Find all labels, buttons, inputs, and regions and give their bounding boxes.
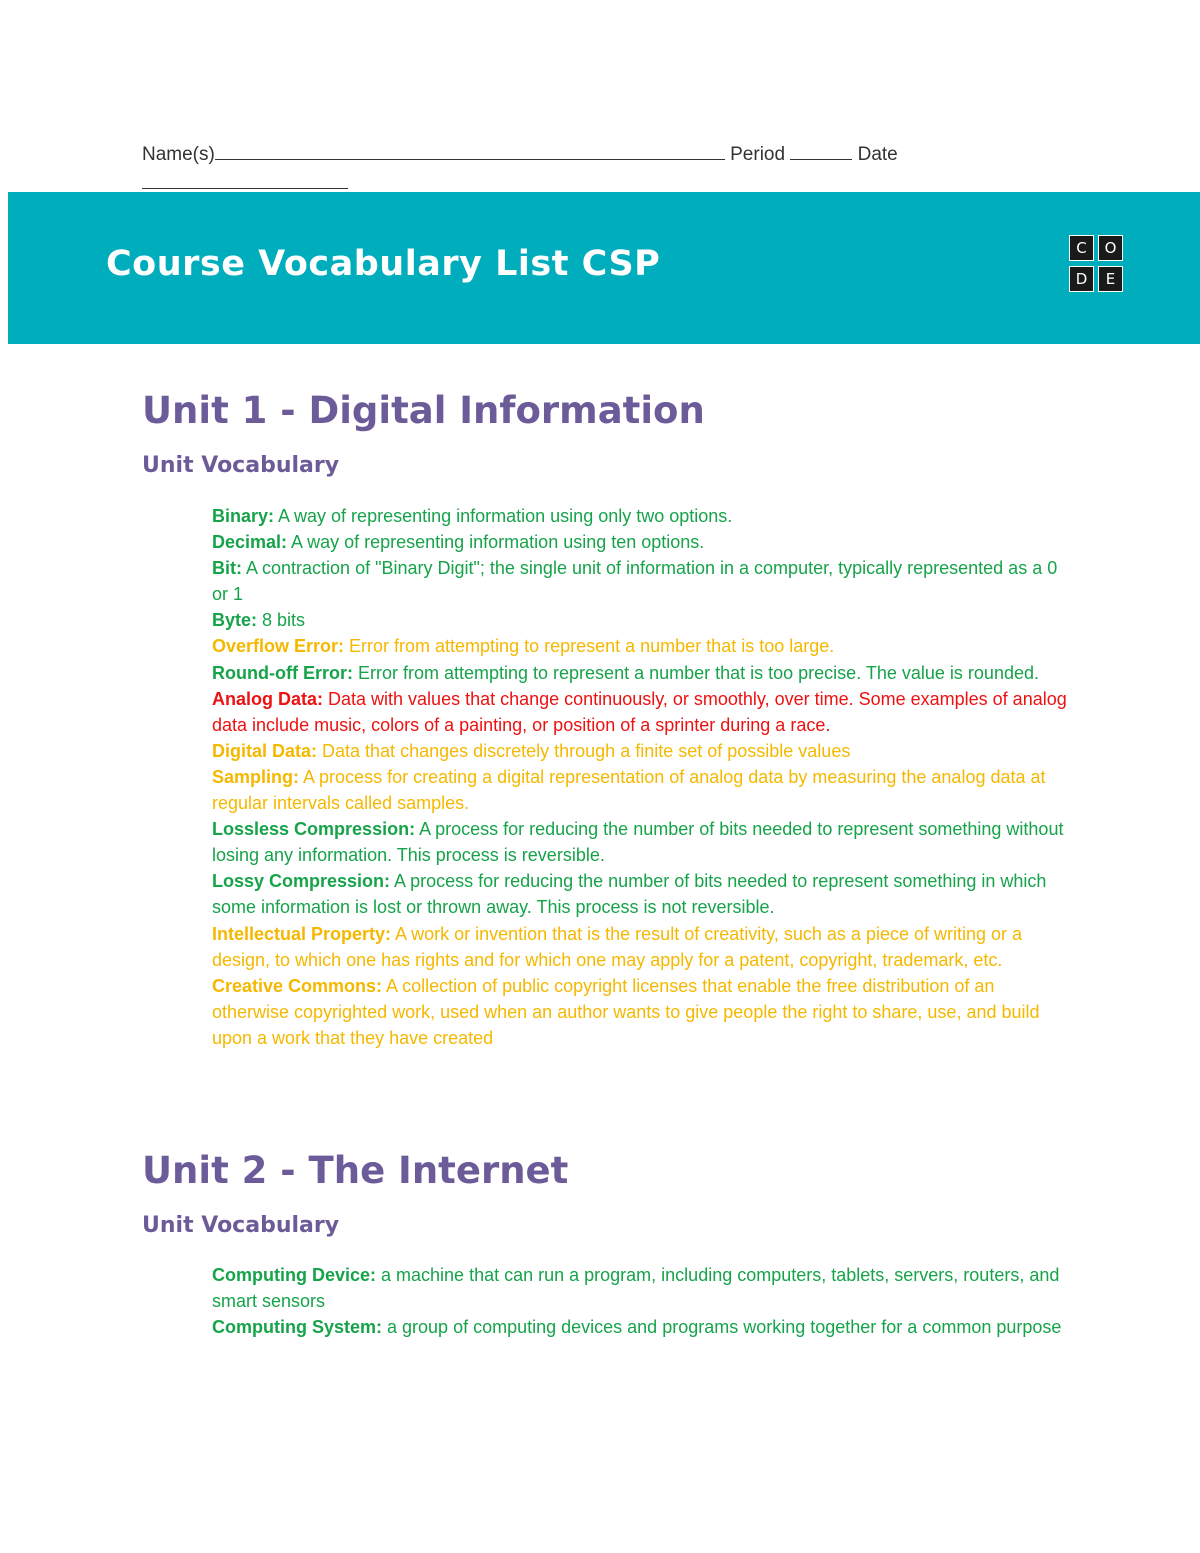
- name-label: Name(s): [142, 144, 215, 165]
- vocab-entry: [212, 868, 1072, 920]
- vocab-term: Lossless Compression:: [212, 819, 416, 840]
- logo-letter: C: [1069, 235, 1094, 261]
- vocab-definition: A collection of public copyright licenses that enable the free distribution of an otherwise copyrighted work, used when an author wants to give people the right to share, use, and build upon a work that they have created: [212, 975, 1040, 1048]
- vocab-entry: [212, 816, 1072, 868]
- unit-1-vocabulary-list: [212, 503, 1072, 1051]
- vocab-entry: [212, 1262, 1072, 1314]
- vocab-term: Computing System:: [212, 1317, 383, 1338]
- vocab-entry: [212, 921, 1072, 973]
- vocab-definition: 8 bits: [257, 610, 306, 631]
- vocab-definition: Data that changes discretely through a finite set of possible values: [317, 740, 851, 761]
- unit-1-title: Unit 1 - Digital Information: [142, 389, 705, 432]
- student-info-line: [142, 141, 1022, 167]
- vocab-definition: a group of computing devices and programs working together for a common purpose: [382, 1317, 1062, 1338]
- vocab-definition: A way of representing information using only two options.: [274, 506, 733, 526]
- vocab-term: Computing Device:: [212, 1265, 377, 1285]
- vocab-definition: A work or invention that is the result of creativity, such as a piece of writing or a design, to which one has rights and for which one may apply for a patent, copyright, trademark, etc.: [212, 923, 1023, 970]
- vocab-term: Decimal:: [212, 532, 288, 553]
- vocab-entry: [212, 686, 1072, 738]
- vocab-entry: [212, 607, 1072, 633]
- date-label: Date: [857, 144, 898, 165]
- vocab-term: Bit:: [212, 558, 242, 579]
- vocab-entry: [212, 764, 1072, 816]
- code-org-logo: [1069, 235, 1125, 297]
- logo-letter: O: [1098, 235, 1123, 261]
- vocab-entry: [212, 633, 1072, 659]
- name-blank[interactable]: [215, 141, 725, 160]
- unit-2-vocabulary-heading: Unit Vocabulary: [142, 1213, 340, 1238]
- vocab-term: Intellectual Property:: [212, 923, 392, 944]
- vocab-entry: [212, 660, 1072, 686]
- vocab-entry: [212, 1314, 1072, 1340]
- vocab-definition: A process for creating a digital representation of analog data by measuring the analog data at regular intervals called samples.: [212, 766, 1046, 814]
- period-label: Period: [730, 144, 786, 165]
- page-title: Course Vocabulary List CSP: [106, 244, 661, 284]
- vocab-entry: [212, 738, 1072, 764]
- date-blank[interactable]: [142, 170, 348, 189]
- vocab-entry: [212, 973, 1072, 1051]
- vocab-term: Digital Data:: [212, 740, 318, 761]
- vocab-term: Round-off Error:: [212, 662, 353, 683]
- unit-2-title: Unit 2 - The Internet: [142, 1149, 569, 1192]
- vocab-term: Byte:: [212, 610, 258, 631]
- unit-1-vocabulary-heading: Unit Vocabulary: [142, 453, 340, 478]
- vocab-definition: Error from attempting to represent a number that is too precise. The value is rounded.: [352, 662, 1039, 683]
- title-banner: [8, 192, 1200, 344]
- vocab-definition: A process for reducing the number of bits needed to represent something in which some information is lost or thrown away. This process is not reversible.: [212, 871, 1047, 918]
- vocab-term: Overflow Error:: [212, 636, 345, 657]
- vocab-definition: A process for reducing the number of bits needed to represent something without losing any information. This process is reversible.: [212, 819, 1064, 866]
- logo-letter: E: [1098, 266, 1123, 292]
- vocab-term: Creative Commons:: [212, 975, 383, 996]
- unit-2-vocabulary-list: [212, 1262, 1072, 1340]
- vocab-entry: [212, 503, 1072, 529]
- vocab-term: Sampling:: [212, 766, 300, 787]
- vocab-definition: A contraction of "Binary Digit"; the single unit of information in a computer, typically represented as a 0 or 1: [212, 558, 1058, 605]
- period-blank[interactable]: [790, 141, 852, 160]
- vocab-entry: [212, 529, 1072, 555]
- vocab-definition: a machine that can run a program, including computers, tablets, servers, routers, and smart sensors: [212, 1265, 1060, 1312]
- vocab-term: Binary:: [212, 506, 275, 526]
- vocab-entry: [212, 555, 1072, 607]
- vocab-definition: A way of representing information using ten options.: [287, 532, 705, 553]
- vocab-term: Analog Data:: [212, 688, 324, 709]
- vocab-definition: Data with values that change continuously, or smoothly, over time. Some examples of analog data include music, colors of a painting, or position of a sprinter during a race.: [212, 688, 1067, 735]
- logo-letter: D: [1069, 266, 1094, 292]
- vocab-definition: Error from attempting to represent a number that is too large.: [344, 636, 835, 657]
- vocab-term: Lossy Compression:: [212, 871, 391, 892]
